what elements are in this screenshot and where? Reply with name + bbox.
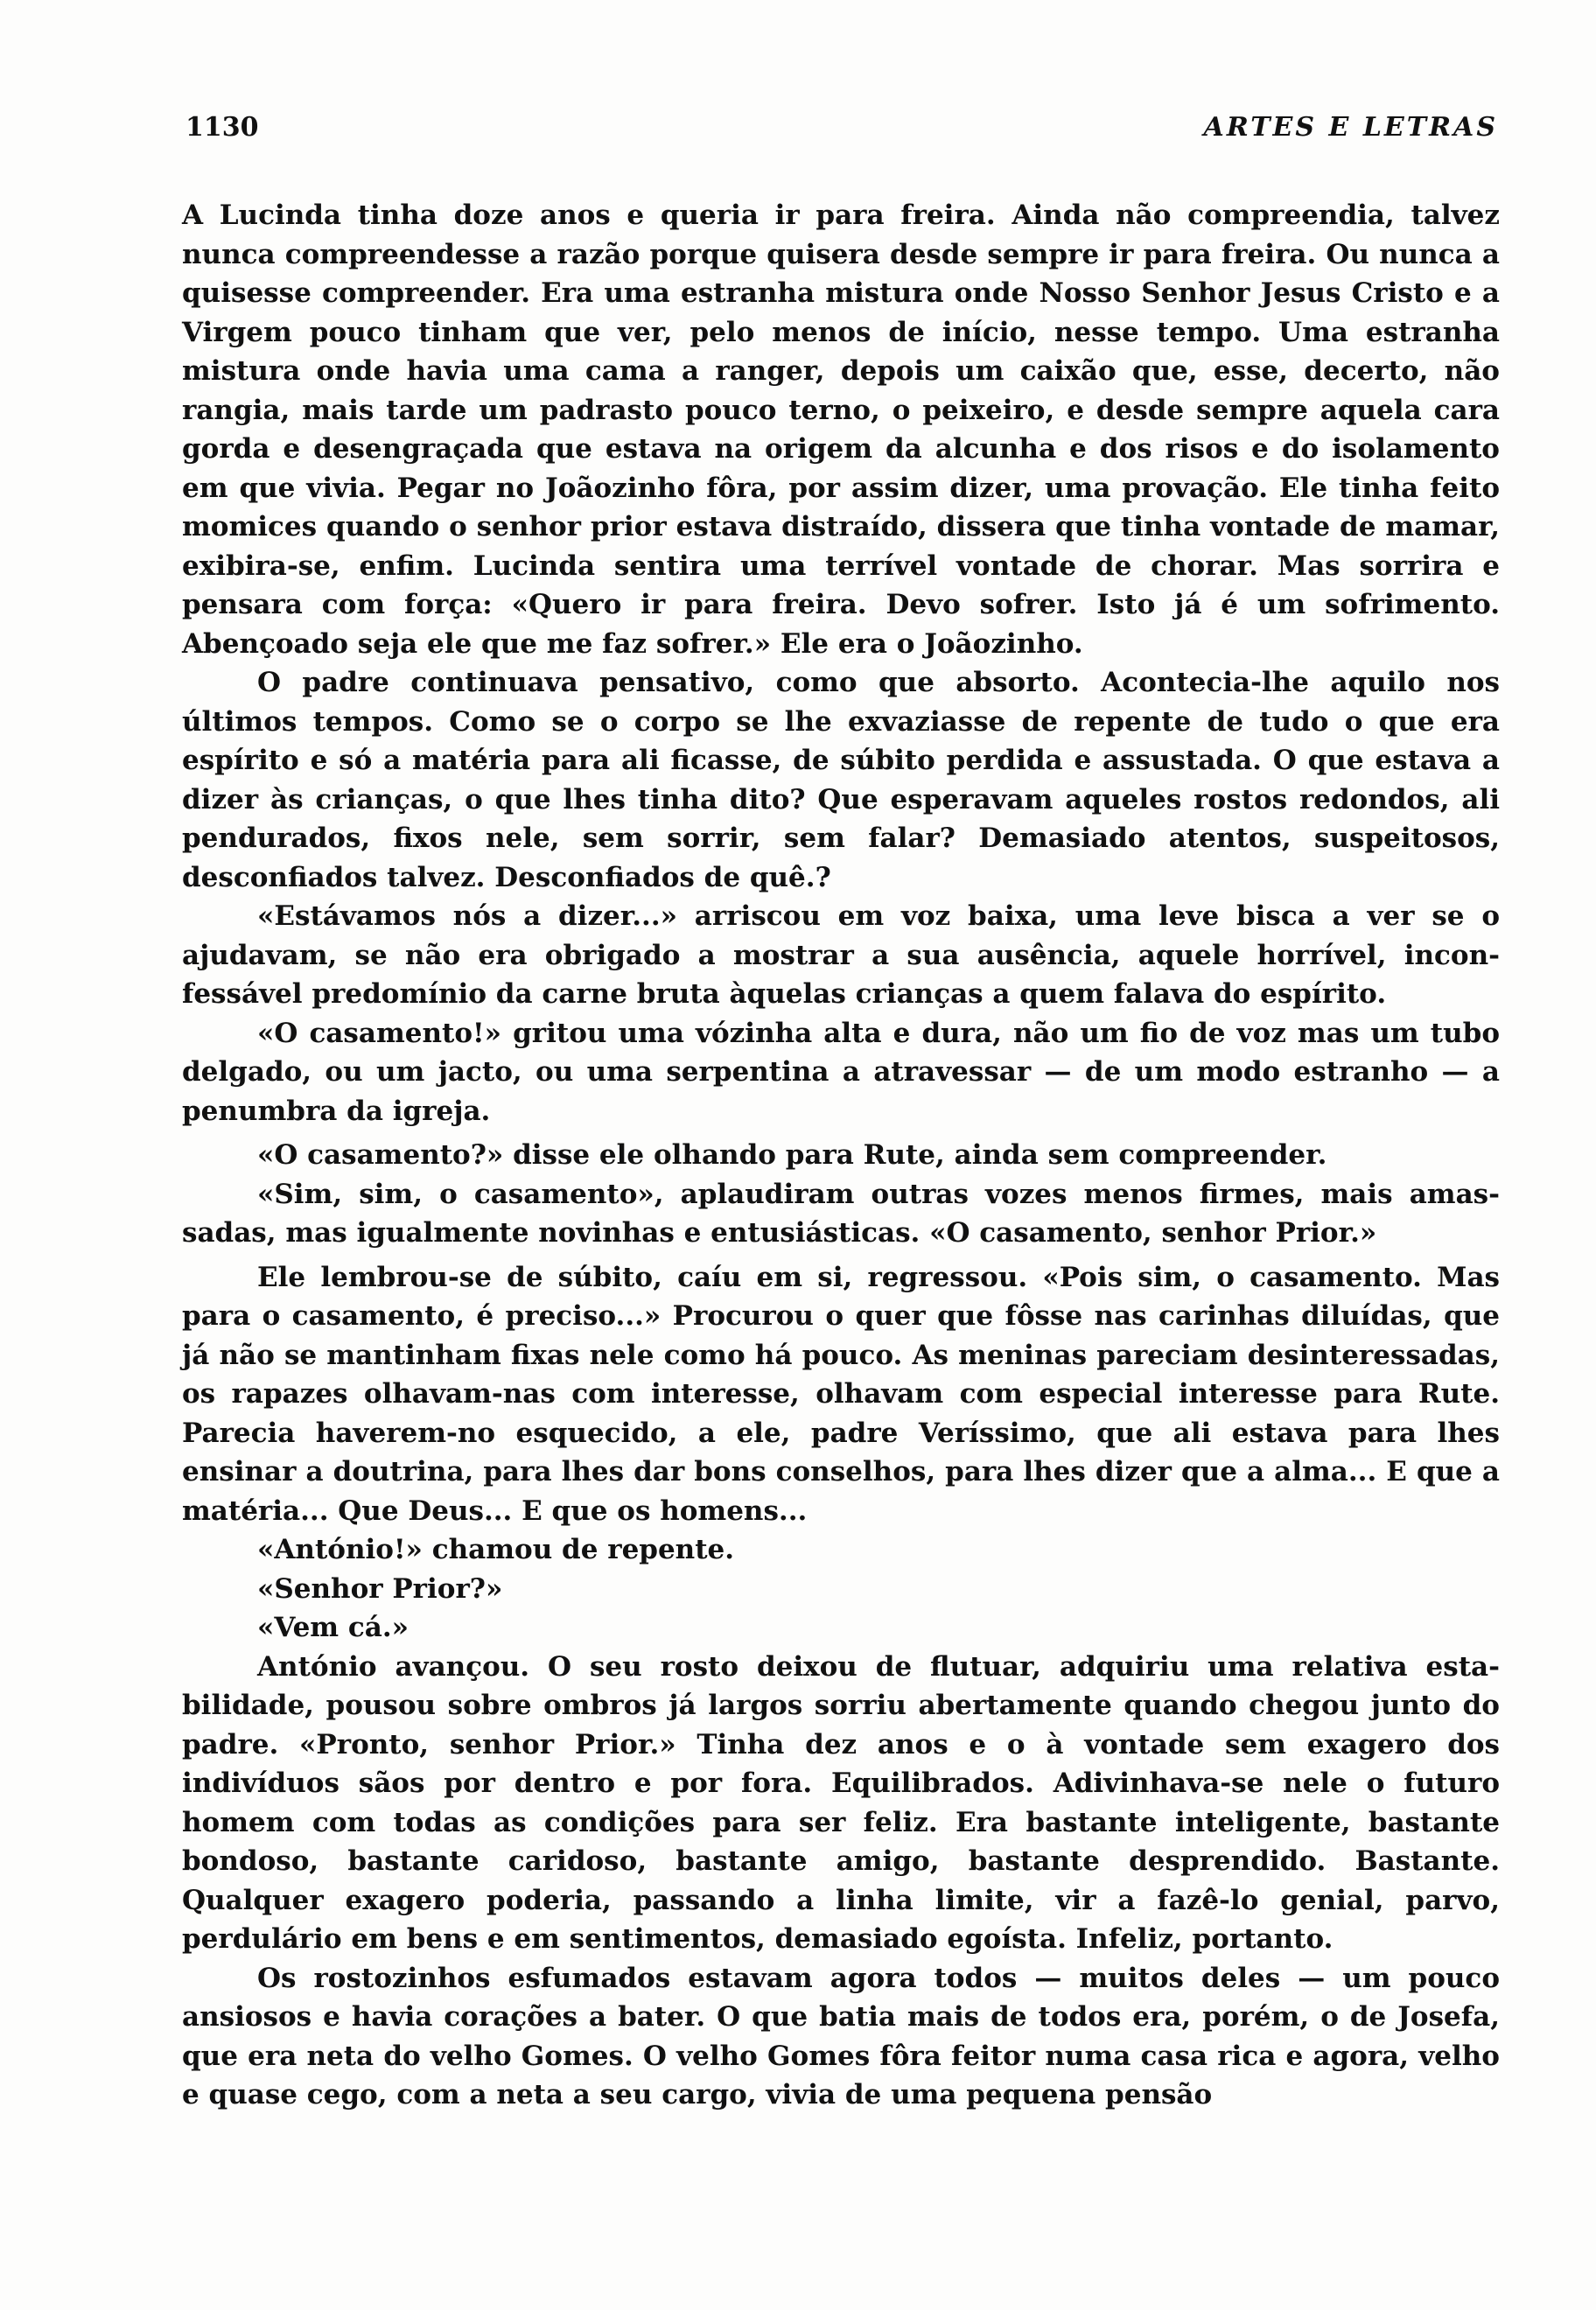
paragraph-1: A Lucinda tinha doze anos e queria ir para freira. Ainda não compreendia, talvez nunca compreendesse a razão porque quisera desde sempre ir para freira. Ou nunca a quisesse compreender. Era uma estranha mistura onde Nosso Senhor Jesus Cristo e a Virgem pouco tinham que ver, pelo menos de início, nesse tempo. Uma estranha mistura onde havia uma cama a ranger, depois um caixão que, esse, decerto, não rangia, mais tarde um padrasto pouco terno, o peixeiro, e desde sempre aquela cara gorda e desengraçada que estava na origem da alcunha e dos risos e do isolamento em que vivia. Pegar no Joãozinho fôra, por assim dizer, uma provação. Ele tinha feito momices quando o senhor prior estava distraído, dissera que tinha vontade de mamar, exibira-se, enfim. Lucinda sentira uma terrível vontade de chorar. Mas sorrira e pensara com força: «Quero ir para freira. Devo sofrer. Isto já é um sofrimento. Abençoado seja ele que me faz sofrer.» Ele era o Joãozinho. (182, 200, 1500, 660)
paragraph-6: «Sim, sim, o casamento», aplaudiram outras vozes menos firmes, mais amassadas, mas igualmente novinhas e entusiásticas. «O casamento, senhor Prior.» (182, 1178, 1500, 1249)
paragraph-7: Ele lembrou-se de súbito, caíu em si, regressou. «Pois sim, o casamento. Mas para o casamento, é preciso...» Procurou o quer que fôsse nas carinhas diluídas, que já não se mantinham fixas nele como há pouco. As meninas pareciam desinteressadas, os rapazes olhavam-nas com interesse, olhavam com especial interesse para Rute. Parecia haverem-no esquecido, a ele, padre Veríssimo, que ali estava para lhes ensinar a doutrina, para lhes dar bons conselhos, para lhes dizer que a alma... E que a matéria... Que Deus... E que os homens... (182, 1261, 1500, 1527)
running-head (186, 112, 1498, 147)
paragraph-2: O padre continuava pensativo, como que absorto. Acontecia-lhe aquilo nos últimos tempos. Como se o corpo se lhe exvaziasse de repente de tudo o que era espírito e só a matéria para ali ficasse, de súbito perdida e assustada. O que estava a dizer às crianças, o que lhes tinha dito? Que esperavam aqueles rostos redondos, ali pendurados, fixos nele, sem sorrir, sem falar? Demasiado atentos, suspeitosos, desconfiados talvez. Desconfiados de quê.? (182, 667, 1500, 893)
paragraph-8: «António!» chamou de repente. (257, 1534, 735, 1565)
paragraph-10: «Vem cá.» (257, 1612, 410, 1643)
paragraph-3: «Estávamos nós a dizer...» arriscou em voz baixa, uma leve bisca a ver se o ajudavam, se não era obrigado a mostrar a sua ausência, aquele horrível, inconfessável predomínio da carne bruta àquelas crianças a quem falava do espírito. (182, 900, 1500, 1010)
paragraph-9: «Senhor Prior?» (257, 1572, 503, 1605)
paragraph-12: Os rostozinhos esfumados estavam agora todos — muitos deles — um pouco ansiosos e havia corações a bater. O que batia mais de todos era, porém, o de Josefa, que era neta do velho Gomes. O velho Gomes fôra feitor numa casa rica e agora, velho e quase cego, com a neta a seu cargo, vivia de uma pequena pensão (182, 1962, 1500, 2110)
paragraph-5: «O casamento?» disse ele olhando para Rute, ainda sem compreender. (257, 1139, 1327, 1171)
body-text (182, 196, 1500, 2115)
journal-title: ARTES E LETRAS (1203, 112, 1498, 143)
paragraph-4: «O casamento!» gritou uma vózinha alta e dura, não um fio de voz mas um tubo delgado, ou um jacto, ou uma serpentina a atravessar — de um modo estranho — a penumbra da igreja. (182, 1017, 1500, 1127)
paragraph-11: António avançou. O seu rosto deixou de flutuar, adquiriu uma relativa estabilidade, pousou sobre ombros já largos sorriu abertamente quando chegou junto do padre. «Pronto, senhor Prior.» Tinha dez anos e o à vontade sem exagero dos indivíduos sãos por dentro e por fora. Equilibrados. Adivinhava-se nele o futuro homem com todas as condições para ser feliz. Era bastante inteligente, bastante bondoso, bastante caridoso, bastante amigo, bastante desprendido. Bastante. Qualquer exagero poderia, passando a linha limite, vir a fazê-lo genial, parvo, perdulário em bens e em sentimentos, demasiado egoísta. Infeliz, portanto. (182, 1650, 1500, 1955)
page-number: 1130 (186, 112, 259, 143)
